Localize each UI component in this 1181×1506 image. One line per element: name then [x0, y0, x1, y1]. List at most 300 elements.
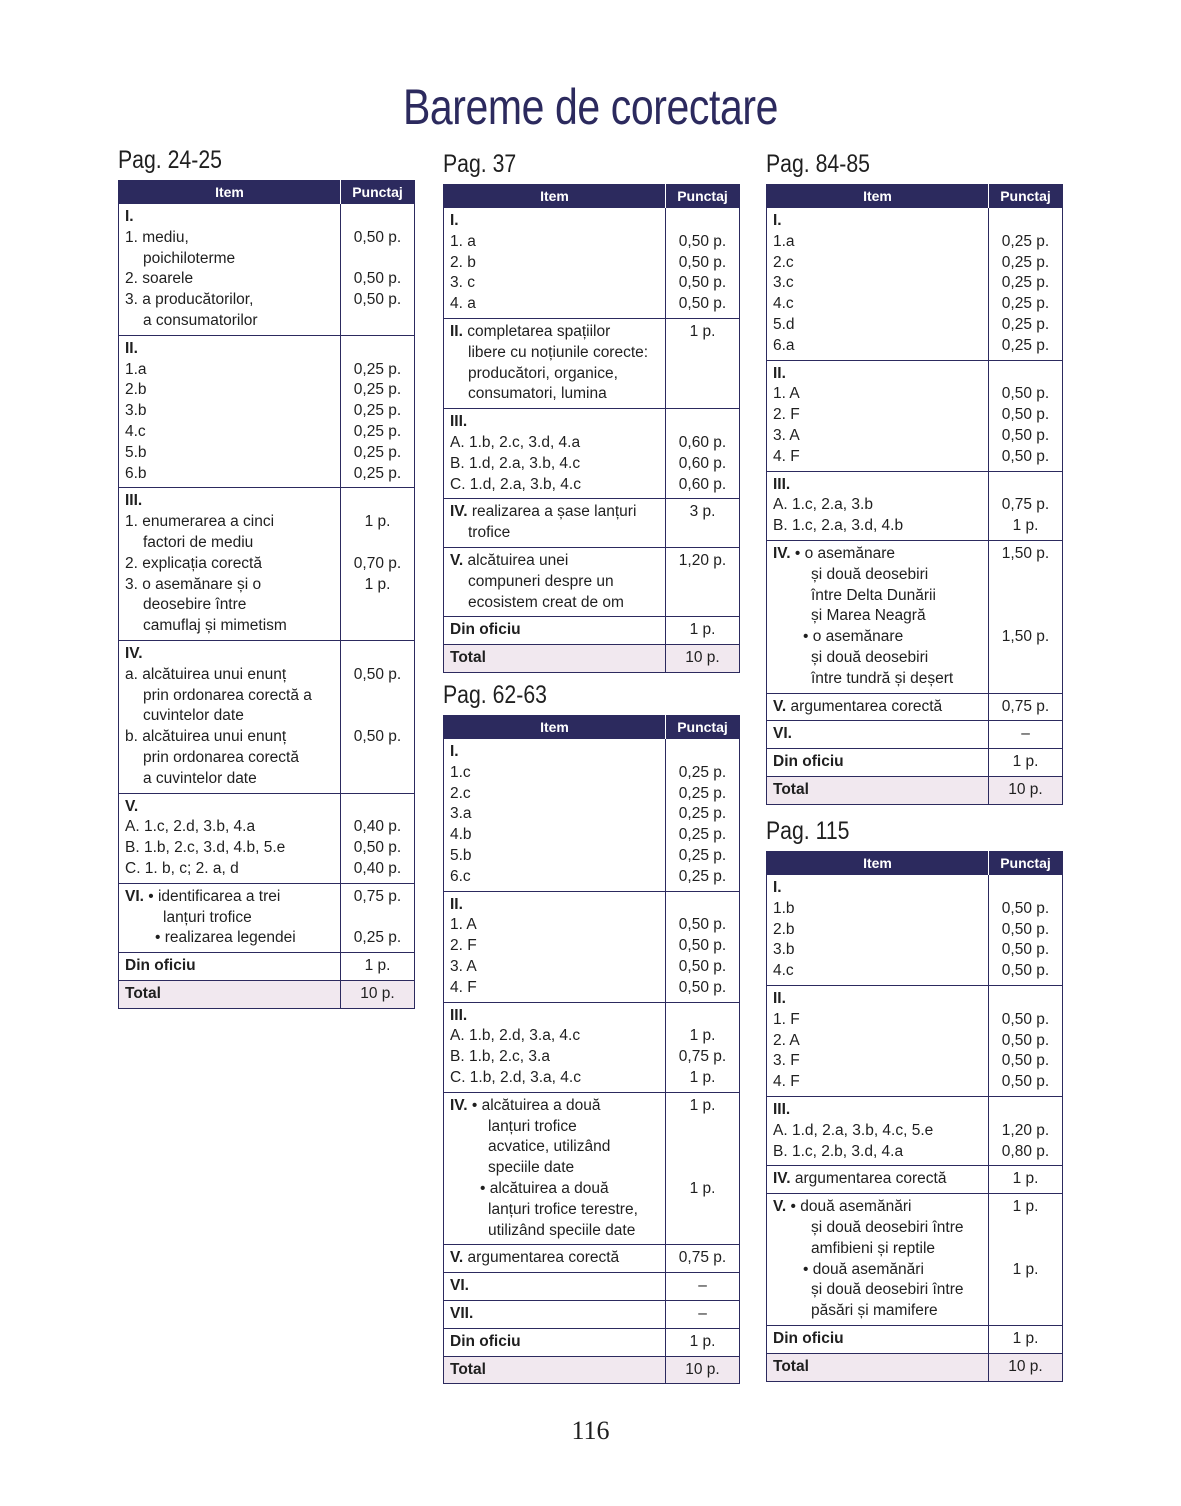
points-cell: [666, 1245, 740, 1273]
points-cell: [989, 776, 1063, 804]
table-row: [119, 335, 415, 488]
item-line: A. 1.c, 2.d, 3.b, 4.a: [125, 818, 256, 836]
roman-numeral: II.: [773, 364, 786, 382]
item-roman-line: IV. argumentarea corectă: [773, 1170, 947, 1188]
roman-numeral: V.: [773, 1198, 787, 1216]
item-line: 5.b: [125, 443, 147, 461]
points-cell: [341, 793, 415, 883]
table-section-pag-115: [766, 818, 1062, 1382]
points-line: 0,50 p.: [1001, 962, 1050, 980]
table-section-pag-37: [443, 151, 739, 673]
item-line: b. alcătuirea unui enunț: [125, 728, 287, 746]
item-line: lanțuri trofice terestre,: [488, 1200, 638, 1218]
item-line: și două deosebiri: [811, 565, 929, 583]
item-line: 2. F: [450, 937, 477, 955]
points-line: 0,25 p.: [678, 805, 727, 823]
item-line: 4.c: [773, 295, 794, 313]
item-line: 6.b: [125, 464, 147, 482]
points-line: 0,50 p.: [353, 270, 402, 288]
points-line: 0,50 p.: [678, 232, 727, 250]
item-line: utilizând speciile date: [488, 1221, 636, 1239]
item-roman-line: [773, 724, 982, 745]
points-line: 1 p.: [364, 957, 391, 975]
table-row: [444, 891, 740, 1002]
item-roman-line: II. completarea spațiilor: [450, 322, 611, 340]
points-line: [343, 797, 412, 818]
item-line: 2. A: [773, 1031, 800, 1049]
points-line: 3 p.: [689, 503, 716, 521]
item-line: Total: [773, 780, 809, 798]
points-cell: [989, 721, 1063, 749]
points-line: [343, 908, 412, 929]
table-header-row: [767, 852, 1063, 875]
item-line: între Delta Dunării: [811, 586, 936, 604]
item-roman-line: V. alcătuirea unei: [450, 551, 569, 569]
points-line: 0,50 p.: [1001, 899, 1050, 917]
roman-numeral: III.: [450, 1006, 468, 1024]
item-line: ecosistem creat de om: [468, 593, 624, 611]
roman-numeral: I.: [773, 879, 782, 896]
item-cell: [444, 409, 666, 499]
item-line: 2.c: [773, 253, 794, 271]
table-section-pag-84-85: [766, 151, 1062, 805]
roman-numeral: IV.: [125, 644, 143, 662]
item-line: 6.c: [450, 867, 471, 885]
item-line: 3. a producătorilor,: [125, 291, 254, 309]
roman-numeral: VI.: [125, 887, 144, 905]
table-row: [119, 640, 415, 793]
roman-numeral: III.: [450, 413, 468, 431]
item-roman-line: [773, 364, 982, 385]
column-header-points: Punctaj: [989, 185, 1063, 208]
points-cell: [666, 1328, 740, 1356]
item-cell: [767, 1325, 989, 1353]
points-line: 0,40 p.: [353, 859, 402, 877]
points-line: 10 p.: [685, 1360, 720, 1378]
points-cell: [989, 875, 1063, 986]
points-line: 0,50 p.: [678, 253, 727, 271]
points-line: 0,50 p.: [1001, 1073, 1050, 1091]
points-cell: [989, 360, 1063, 471]
table-header-row: [444, 716, 740, 739]
table-row: [444, 1092, 740, 1245]
item-line: B. 1.c, 2.b, 3.d, 4.a: [773, 1142, 904, 1160]
points-line: 0,50 p.: [1001, 1010, 1050, 1028]
item-cell: [444, 1273, 666, 1301]
points-line: 0,80 p.: [1001, 1142, 1050, 1160]
roman-numeral: IV.: [773, 544, 791, 562]
grading-table: [766, 851, 1063, 1382]
points-cell: [989, 985, 1063, 1096]
points-line: 10 p.: [685, 649, 720, 667]
item-roman-line: [450, 211, 659, 232]
points-line: 0,50 p.: [1001, 406, 1050, 424]
points-line: 0,75 p.: [678, 1048, 727, 1066]
points-cell: [666, 1300, 740, 1328]
item-roman-line: IV. • o asemănare: [773, 544, 896, 562]
points-line: [668, 1137, 737, 1158]
item-line: 2. explicația corectă: [125, 554, 262, 572]
points-cell: [989, 1194, 1063, 1326]
roman-numeral: V.: [125, 797, 139, 815]
item-line: a cuvintelor date: [143, 769, 257, 787]
points-cell: [666, 409, 740, 499]
item-roman-line: [450, 1006, 659, 1027]
item-line: 5.b: [450, 846, 472, 864]
item-line: 1. A: [450, 916, 477, 934]
points-line: 1 p.: [1012, 1170, 1039, 1188]
points-line: 1,50 p.: [1001, 544, 1050, 562]
points-line: 1,50 p.: [1001, 628, 1050, 646]
points-line: 0,50 p.: [678, 978, 727, 996]
table-row: [444, 1245, 740, 1273]
points-line: 0,50 p.: [353, 228, 402, 246]
points-cell: [341, 335, 415, 488]
table-row: [767, 875, 1063, 986]
grading-table: [118, 180, 415, 1009]
points-line: 0,50 p.: [678, 916, 727, 934]
roman-numeral: II.: [125, 339, 138, 357]
points-line: 0,25 p.: [678, 784, 727, 802]
points-cell: [666, 1092, 740, 1245]
item-line: prin ordonarea corectă a: [143, 686, 312, 704]
table-row: [119, 488, 415, 641]
points-line: 0,25 p.: [678, 763, 727, 781]
item-line: Total: [125, 984, 161, 1002]
points-line: 10 p.: [1008, 780, 1043, 798]
item-line: 1.a: [125, 360, 147, 378]
item-line: și două deosebiri între: [811, 1218, 964, 1236]
item-line: trofice: [468, 524, 511, 542]
table-row: [119, 883, 415, 952]
points-line: [991, 1239, 1060, 1260]
points-line: [991, 648, 1060, 669]
points-line: 1 p.: [689, 621, 716, 639]
item-line: 2.b: [773, 920, 795, 938]
table-row: [119, 980, 415, 1008]
item-line: 5.d: [773, 315, 795, 333]
points-line: [668, 1158, 737, 1179]
item-roman-line: [450, 1276, 659, 1297]
points-line: [991, 475, 1060, 496]
item-cell: [767, 693, 989, 721]
table-row: [444, 739, 740, 892]
item-line: libere cu noțiunile corecte:: [468, 343, 649, 361]
item-roman-line: [125, 644, 334, 665]
item-line: consumatori, lumina: [468, 385, 607, 403]
item-line: 2. F: [773, 406, 800, 424]
points-line: 10 p.: [1008, 1357, 1043, 1375]
points-line: 0,50 p.: [353, 665, 402, 683]
item-line: 3.b: [773, 941, 795, 959]
points-line: 1 p.: [689, 1179, 716, 1197]
points-cell: [989, 1096, 1063, 1165]
item-line: 1.a: [773, 232, 795, 250]
points-line: –: [698, 1277, 707, 1295]
points-line: 1 p.: [689, 1068, 716, 1086]
points-line: –: [1021, 725, 1030, 743]
points-line: 0,50 p.: [678, 957, 727, 975]
column-header-points: Punctaj: [989, 852, 1063, 875]
item-line: • realizarea legendei: [155, 929, 296, 947]
points-line: [343, 339, 412, 360]
item-line: • o asemănare: [803, 628, 904, 646]
points-cell: [666, 617, 740, 645]
item-cell: [119, 953, 341, 981]
item-cell: [767, 540, 989, 693]
points-cell: [989, 540, 1063, 693]
points-line: 0,25 p.: [353, 443, 402, 461]
item-cell: [444, 1300, 666, 1328]
item-roman-line: V. • două asemănări: [773, 1198, 912, 1216]
table-row: [444, 318, 740, 408]
item-line: • două asemănări: [803, 1260, 924, 1278]
roman-numeral: I.: [450, 743, 459, 760]
table-row: [767, 776, 1063, 804]
grading-table: [443, 184, 740, 673]
table-row: [767, 1353, 1063, 1381]
roman-numeral: I.: [125, 208, 134, 225]
item-line: B. 1.c, 2.a, 3.d, 4.b: [773, 517, 904, 535]
points-line: 1 p.: [1012, 1329, 1039, 1347]
table-header-row: [119, 181, 415, 204]
points-line: 0,25 p.: [1001, 274, 1050, 292]
points-line: 0,25 p.: [1001, 295, 1050, 313]
points-line: 1,20 p.: [678, 551, 727, 569]
item-cell: [767, 1194, 989, 1326]
points-line: 0,50 p.: [1001, 920, 1050, 938]
item-line: 3.a: [450, 805, 472, 823]
roman-numeral: IV.: [450, 1096, 468, 1114]
item-cell: [767, 208, 989, 361]
item-cell: [119, 335, 341, 488]
table-row: [119, 204, 415, 336]
item-roman-line: [125, 797, 334, 818]
item-line: 3. c: [450, 274, 475, 292]
item-line: 2.c: [450, 784, 471, 802]
item-cell: [444, 208, 666, 319]
item-roman-line: V. argumentarea corectă: [450, 1249, 620, 1267]
roman-numeral: V.: [450, 1249, 464, 1267]
points-line: 0,50 p.: [678, 295, 727, 313]
item-cell: [444, 645, 666, 673]
item-cell: [444, 617, 666, 645]
table-row: [767, 1096, 1063, 1165]
table-row: [767, 540, 1063, 693]
roman-numeral: I.: [773, 212, 782, 229]
item-cell: [444, 318, 666, 408]
item-line: amfibieni și reptile: [811, 1239, 936, 1257]
points-cell: [341, 640, 415, 793]
points-line: 0,50 p.: [1001, 385, 1050, 403]
roman-numeral: IV.: [773, 1170, 791, 1188]
item-roman-line: [125, 207, 334, 228]
table-row: [767, 749, 1063, 777]
points-line: 0,60 p.: [678, 454, 727, 472]
item-cell: [444, 547, 666, 616]
item-line: acvatice, utilizând: [488, 1138, 611, 1156]
column-header-points: Punctaj: [666, 185, 740, 208]
points-line: [991, 878, 1060, 899]
roman-numeral: IV.: [450, 503, 468, 521]
section-title: Pag. 115: [766, 817, 850, 845]
item-line: C. 1.b, 2.d, 3.a, 4.c: [450, 1068, 581, 1086]
points-cell: [341, 488, 415, 641]
points-line: 0,50 p.: [353, 291, 402, 309]
table-row: [444, 409, 740, 499]
item-line: 1. a: [450, 232, 476, 250]
points-line: 0,75 p.: [353, 887, 402, 905]
item-roman-line: V. argumentarea corectă: [773, 697, 943, 715]
points-line: 10 p.: [360, 984, 395, 1002]
page-number: 116: [571, 1416, 610, 1445]
table-row: [767, 208, 1063, 361]
item-line: 6.a: [773, 336, 795, 354]
points-line: 0,25 p.: [353, 929, 402, 947]
points-line: [991, 565, 1060, 586]
table-row: [444, 1002, 740, 1092]
points-line: 1 p.: [364, 513, 391, 531]
points-line: 1 p.: [689, 1096, 716, 1114]
points-line: 1 p.: [1012, 1260, 1039, 1278]
item-line: a consumatorilor: [143, 311, 258, 329]
section-title: Pag. 62-63: [443, 681, 547, 709]
roman-numeral: I.: [450, 212, 459, 229]
item-roman-line: [773, 989, 982, 1010]
points-line: [668, 364, 737, 385]
points-line: [668, 384, 737, 405]
points-cell: [666, 891, 740, 1002]
points-line: [343, 706, 412, 727]
points-line: 1 p.: [364, 575, 391, 593]
points-line: 0,50 p.: [1001, 1031, 1050, 1049]
points-line: 0,25 p.: [678, 846, 727, 864]
points-line: [668, 1006, 737, 1027]
item-cell: [444, 499, 666, 548]
points-line: 0,25 p.: [1001, 315, 1050, 333]
table-section-pag-24-25: [118, 147, 414, 1009]
item-line: 4.c: [773, 962, 794, 980]
item-line: Din oficiu: [450, 1332, 521, 1350]
item-cell: [119, 883, 341, 952]
item-cell: [119, 640, 341, 793]
item-line: 1. enumerarea a cinci: [125, 513, 275, 531]
item-roman-line: [773, 211, 982, 232]
points-line: [991, 989, 1060, 1010]
item-line: A. 1.c, 2.a, 3.b: [773, 496, 873, 514]
points-line: [343, 769, 412, 790]
item-cell: [767, 749, 989, 777]
table-row: [767, 721, 1063, 749]
item-line: producători, organice,: [468, 364, 618, 382]
roman-numeral: III.: [773, 475, 791, 493]
item-line: 4. F: [450, 978, 477, 996]
points-line: [343, 207, 412, 228]
item-line: 4. F: [773, 447, 800, 465]
points-line: 0,25 p.: [1001, 336, 1050, 354]
points-line: 1 p.: [1012, 753, 1039, 771]
points-line: 0,50 p.: [353, 839, 402, 857]
item-line: factori de mediu: [143, 533, 254, 551]
points-cell: [989, 749, 1063, 777]
item-roman-line: [450, 895, 659, 916]
item-line: B. 1.b, 2.c, 3.a: [450, 1048, 550, 1066]
points-line: [668, 1200, 737, 1221]
item-line: 1. F: [773, 1010, 800, 1028]
points-line: –: [698, 1304, 707, 1322]
points-cell: [666, 645, 740, 673]
points-line: [991, 1218, 1060, 1239]
item-cell: [767, 776, 989, 804]
table-row: [767, 1325, 1063, 1353]
points-line: [991, 1301, 1060, 1322]
column-header-item: Item: [444, 716, 666, 739]
roman-numeral: VI.: [773, 725, 792, 743]
points-cell: [989, 1325, 1063, 1353]
points-cell: [341, 204, 415, 336]
points-line: 0,25 p.: [353, 422, 402, 440]
points-line: [991, 669, 1060, 690]
item-line: Din oficiu: [773, 753, 844, 771]
item-line: deosebire între: [143, 596, 247, 614]
table-row: [444, 1356, 740, 1384]
table-row: [767, 985, 1063, 1096]
roman-numeral: II.: [773, 989, 786, 1007]
item-line: 2. b: [450, 253, 476, 271]
points-cell: [341, 980, 415, 1008]
points-cell: [666, 547, 740, 616]
table-row: [767, 1194, 1063, 1326]
roman-numeral: II.: [450, 895, 463, 913]
table-row: [444, 1273, 740, 1301]
points-cell: [666, 1002, 740, 1092]
item-line: 3. A: [773, 426, 800, 444]
points-line: [343, 249, 412, 270]
item-line: prin ordonarea corectă: [143, 748, 299, 766]
item-line: 4. a: [450, 295, 476, 313]
points-line: 1 p.: [1012, 517, 1039, 535]
points-line: [343, 616, 412, 637]
item-line: 3.b: [125, 402, 147, 420]
item-cell: [767, 1166, 989, 1194]
points-line: 0,50 p.: [1001, 447, 1050, 465]
points-line: 0,25 p.: [353, 464, 402, 482]
item-cell: [444, 739, 666, 892]
points-cell: [341, 953, 415, 981]
points-line: [668, 1117, 737, 1138]
points-line: [991, 586, 1060, 607]
table-row: [767, 471, 1063, 540]
item-line: Din oficiu: [773, 1329, 844, 1347]
item-roman-line: [450, 1304, 659, 1325]
table-row: [444, 645, 740, 673]
item-cell: [767, 721, 989, 749]
item-line: Total: [450, 649, 486, 667]
item-cell: [444, 891, 666, 1002]
item-roman-line: VI. • identificarea a trei: [125, 887, 281, 905]
item-line: 3. F: [773, 1052, 800, 1070]
item-line: 1. A: [773, 385, 800, 403]
item-cell: [119, 980, 341, 1008]
column-header-points: Punctaj: [666, 716, 740, 739]
points-line: [991, 1100, 1060, 1121]
points-line: [668, 343, 737, 364]
table-row: [119, 793, 415, 883]
item-roman-line: IV. realizarea a șase lanțuri: [450, 503, 637, 521]
item-roman-line: [125, 339, 334, 360]
table-header-row: [767, 185, 1063, 208]
item-line: 3. A: [450, 957, 477, 975]
